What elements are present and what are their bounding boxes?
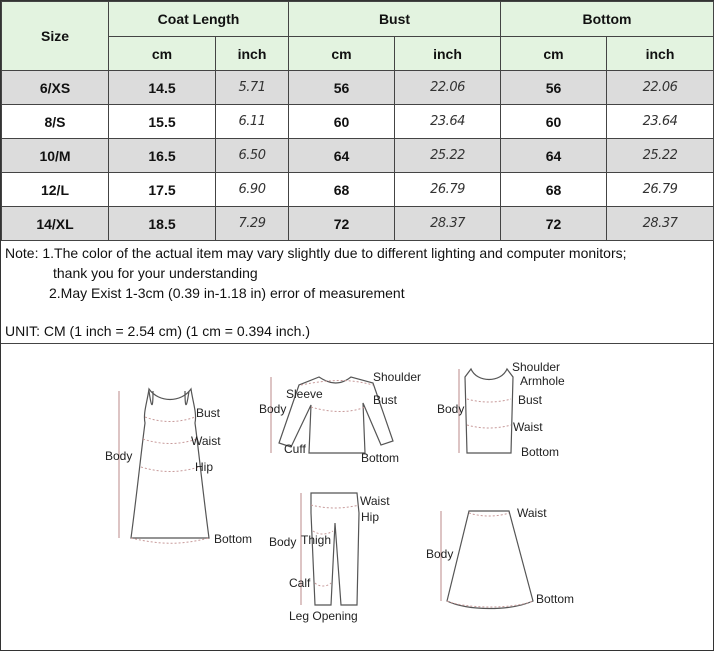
note-line-3: 2.May Exist 1-3cm (0.39 in-1.18 in) error of measurement <box>49 285 405 301</box>
bust-inch-cell: 23.64 <box>395 105 501 139</box>
unit-inch: inch <box>395 37 501 71</box>
bottom-inch-cell: 26.79 <box>607 173 714 207</box>
note-line-2: thank you for your understanding <box>53 265 258 281</box>
pants-body-label: Body <box>269 535 297 549</box>
unit-inch: inch <box>216 37 289 71</box>
measurement-diagram <box>1 343 713 649</box>
length-inch-cell: 6.11 <box>216 105 289 139</box>
skirt-body-label: Body <box>426 547 454 561</box>
garment-illustrations <box>1 343 713 649</box>
bottom-inch-cell: 28.37 <box>607 207 714 241</box>
length-inch-cell: 5.71 <box>216 71 289 105</box>
bottom-inch-cell: 22.06 <box>607 71 714 105</box>
bust-header: Bust <box>289 2 501 37</box>
unit-inch: inch <box>607 37 714 71</box>
bust-inch-cell: 26.79 <box>395 173 501 207</box>
pants-thigh-label: Thigh <box>301 533 332 547</box>
bottom-header: Bottom <box>501 2 714 37</box>
tank-shoulder-label: Shoulder <box>512 360 561 374</box>
coat-length-header: Coat Length <box>109 2 289 37</box>
size-cell: 8/S <box>2 105 109 139</box>
top-illustration <box>259 370 421 465</box>
length-inch-cell: 6.50 <box>216 139 289 173</box>
pants-illustration <box>269 493 390 623</box>
skirt-waist-label: Waist <box>517 506 547 520</box>
table-row <box>2 105 714 139</box>
length-inch-cell: 6.90 <box>216 173 289 207</box>
table-header-row <box>2 2 714 37</box>
length-cm-cell: 14.5 <box>109 71 216 105</box>
top-bust-label: Bust <box>373 393 398 407</box>
bust-cm-cell: 64 <box>289 139 395 173</box>
dress-illustration <box>105 389 252 546</box>
top-shoulder-label: Shoulder <box>373 370 422 384</box>
bust-inch-cell: 25.22 <box>395 139 501 173</box>
dress-bottom-label: Bottom <box>214 532 253 546</box>
size-cell: 12/L <box>2 173 109 207</box>
bottom-inch-cell: 25.22 <box>607 139 714 173</box>
pants-waist-label: Waist <box>360 494 390 508</box>
unit-cm: cm <box>501 37 607 71</box>
dress-bust-label: Bust <box>196 406 221 420</box>
tank-illustration <box>437 360 565 459</box>
unit-note: UNIT: CM (1 inch = 2.54 cm) (1 cm = 0.394 inch.) <box>5 323 310 339</box>
notes-section <box>1 240 713 344</box>
tank-bust-label: Bust <box>518 393 543 407</box>
top-body-label: Body <box>259 402 287 416</box>
bust-cm-cell: 68 <box>289 173 395 207</box>
tank-waist-label: Waist <box>513 420 543 434</box>
tank-armhole-label: Armhole <box>520 374 565 388</box>
size-header: Size <box>2 2 109 71</box>
table-row <box>2 71 714 105</box>
unit-cm: cm <box>289 37 395 71</box>
length-cm-cell: 16.5 <box>109 139 216 173</box>
dress-waist-label: Waist <box>191 434 221 448</box>
size-cell: 10/M <box>2 139 109 173</box>
pants-calf-label: Calf <box>289 576 311 590</box>
table-row <box>2 173 714 207</box>
bottom-cm-cell: 72 <box>501 207 607 241</box>
length-cm-cell: 17.5 <box>109 173 216 207</box>
tank-body-label: Body <box>437 402 465 416</box>
length-cm-cell: 15.5 <box>109 105 216 139</box>
bust-cm-cell: 56 <box>289 71 395 105</box>
skirt-illustration <box>426 506 574 609</box>
top-sleeve-label: Sleeve <box>286 387 323 401</box>
pants-hip-label: Hip <box>361 510 380 524</box>
table-row <box>2 139 714 173</box>
top-cuff-label: Cuff <box>284 442 306 456</box>
note-line-1: Note: 1.The color of the actual item may vary slightly due to different lighting and computer monitors; <box>5 245 627 261</box>
skirt-bottom-label: Bottom <box>536 592 575 606</box>
bust-inch-cell: 22.06 <box>395 71 501 105</box>
tank-bottom-label: Bottom <box>521 445 560 459</box>
size-table <box>1 1 714 241</box>
dress-body-label: Body <box>105 449 133 463</box>
table-row <box>2 207 714 241</box>
bust-cm-cell: 72 <box>289 207 395 241</box>
bust-cm-cell: 60 <box>289 105 395 139</box>
length-inch-cell: 7.29 <box>216 207 289 241</box>
pants-leg-opening-label: Leg Opening <box>289 609 358 623</box>
length-cm-cell: 18.5 <box>109 207 216 241</box>
unit-cm: cm <box>109 37 216 71</box>
unit-header-row <box>2 37 714 71</box>
top-bottom-label: Bottom <box>361 451 400 465</box>
size-cell: 6/XS <box>2 71 109 105</box>
bust-inch-cell: 28.37 <box>395 207 501 241</box>
bottom-inch-cell: 23.64 <box>607 105 714 139</box>
bottom-cm-cell: 64 <box>501 139 607 173</box>
bottom-cm-cell: 68 <box>501 173 607 207</box>
bottom-cm-cell: 60 <box>501 105 607 139</box>
dress-hip-label: Hip <box>195 460 214 474</box>
size-cell: 14/XL <box>2 207 109 241</box>
bottom-cm-cell: 56 <box>501 71 607 105</box>
